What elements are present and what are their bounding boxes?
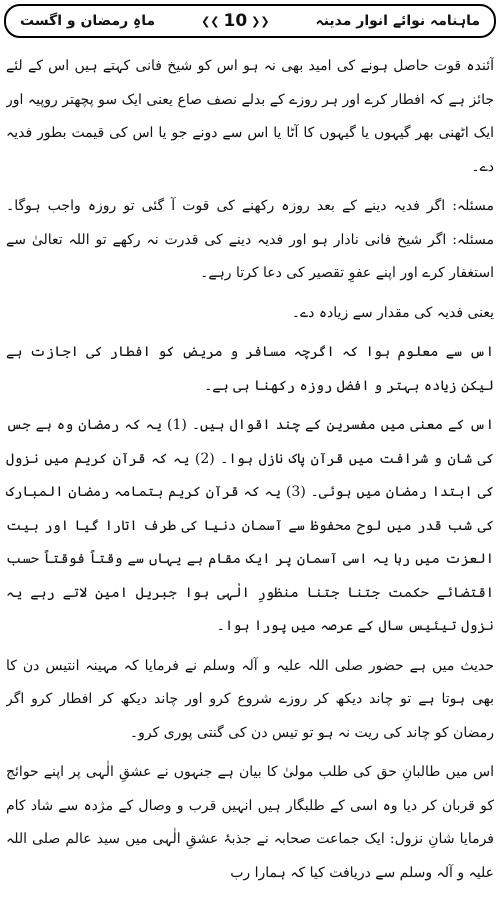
- paragraph: حدیث میں ہے حضور صلی اللہ علیہ و آلہ وسلم نے فرمایا کہ مہینہ انتیس دن کا بھی ہوتا ہے تو چاند دیکھ کر روزے شروع کرو اور چاند دیکھ کر افطار کرو اگر رمضان کو چاند کی ریت نہ ہو تو تیس دن کی گنتی پوری کرو۔: [6, 657, 494, 741]
- ornament-left-icon: ❮❮: [201, 14, 220, 28]
- paragraph: آئندہ قوت حاصل ہونے کی امید بھی نہ ہو اس کو شیخ فانی کہتے ہیں اس کے لئے جائز ہے کہ افطار کرے اور ہر روزے کے بدلے نصف صاع یعنی ایک سو پچھتر روپیہ اور ایک اٹھنی بھر گیہوں یا گیہوں کا آٹا یا اس سے دونے جو یا اس کی قیمت بطور فدیہ دے۔: [6, 58, 494, 175]
- page-number: 10: [223, 11, 248, 31]
- magazine-name: ماہنامہ نوائے انوار مدینہ: [315, 13, 480, 29]
- ornament-right-icon: ❯❯: [251, 14, 270, 28]
- page-header: [4, 4, 496, 38]
- issue-title: ماہِ رمضان و اگست: [20, 13, 156, 29]
- page-number-block: [201, 11, 270, 31]
- paragraph: یعنی فدیہ کی مقدار سے زیادہ دے۔: [291, 304, 494, 321]
- paragraph: اس میں طالبانِ حق کی طلب مولیٰ کا بیان ہے جنہوں نے عشقِ الٰہی پر اپنے حوائج کو قربان کر دیا وہ اسی کے طلبگار ہیں انہیں قرب و وصال کے مژدہ سے شاد کام فرمایا شانِ نزول: ایک جماعت صحابہ نے جذبۂ عشقِ الٰہی میں سید عالم صلی اللہ علیہ و آلہ وسلم سے دریافت کیا کہ ہمارا رب: [6, 764, 494, 881]
- paragraph: اس کے معنی میں مفسرین کے چند اقوال ہیں۔ (1) یہ کہ رمضان وہ ہے جس کی شان و شرافت میں قرآن پاک نازل ہوا۔ (2) یہ کہ قرآن کریم میں نزول کی ابتدا رمضان میں ہوئی۔ (3) یہ کہ قرآن کریم بتمامہ رمضان المبارک کی شب قدر میں لوح محفوظ سے آسمان دنیا کی طرف اتارا گیا اور بیت العزت میں رہا یہ اسی آسمان پر ایک مقام ہے یہاں سے وقتاً فوقتاً حسب اقتضائے حکمت جتنا جتنا منظورِ الٰہی ہوا جبریل امین لاتے رہے یہ نزول تیئیس سال کے عرصہ میں پورا ہوا۔: [6, 417, 494, 634]
- paragraph: اس سے معلوم ہوا کہ اگرچہ مسافر و مریض کو افطار کی اجازت ہے لیکن زیادہ بہتر و افضل روزہ رکھنا ہی ہے۔: [6, 344, 494, 394]
- paragraph: مسئلہ: اگر فدیہ دینے کے بعد روزہ رکھنے کی قوت آ گئی تو روزہ واجب ہوگا۔ مسئلہ: اگر شیخ فانی نادار ہو اور فدیہ دینے کی قدرت نہ رکھے تو اللہ تعالیٰ سے استغفار کرے اور اپنے عفوِ تقصیر کی دعا کرتا رہے۔: [6, 198, 494, 281]
- article-body: [6, 50, 494, 902]
